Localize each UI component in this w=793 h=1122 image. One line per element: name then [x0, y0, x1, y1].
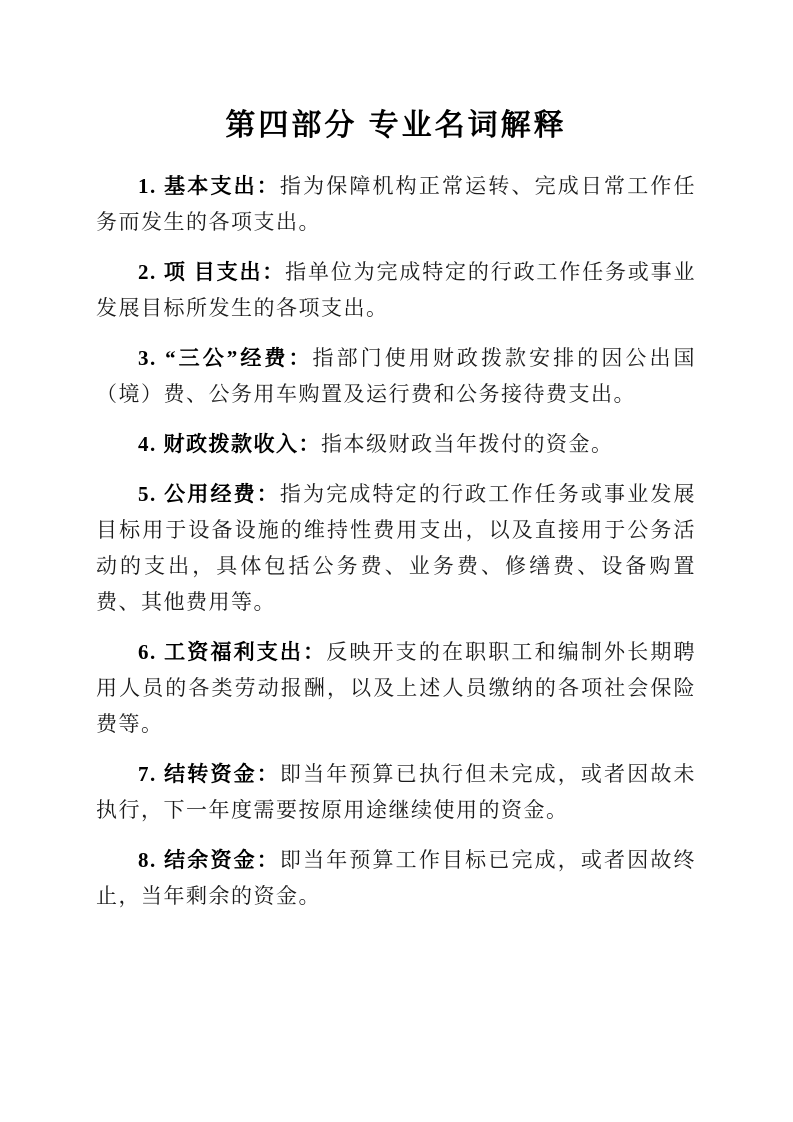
terms-list: [96, 168, 696, 914]
term-text: 即当年预算工作目标已完成，或者因故终止，当年剩余的资金。: [96, 848, 697, 908]
term-text: 指部门使用财政拨款安排的因公出国（境）费、公务用车购置及运行费和公务接待费支出。: [96, 346, 697, 406]
term-label: 2. 项 目支出：: [138, 260, 286, 284]
term-label: 7. 结转资金：: [138, 762, 280, 786]
page-title: 第四部分 专业名词解释: [225, 109, 567, 142]
term-label: 1. 基本支出：: [138, 174, 280, 198]
term-text: 指为保障机构正常运转、完成日常工作任务而发生的各项支出。: [96, 174, 697, 234]
term-item-8: [96, 842, 696, 914]
term-label: 5. 公用经费：: [138, 482, 280, 506]
term-text: 即当年预算已执行但未完成，或者因故未执行，下一年度需要按原用途继续使用的资金。: [96, 762, 697, 822]
term-text: 反映开支的在职职工和编制外长期聘用人员的各类劳动报酬，以及上述人员缴纳的各项社会保险费等。: [96, 640, 696, 736]
term-text: 指单位为完成特定的行政工作任务或事业发展目标所发生的各项支出。: [96, 260, 696, 320]
term-text: 指本级财政当年拨付的资金。: [321, 432, 614, 456]
term-item-2: [96, 254, 696, 326]
term-text: 指为完成特定的行政工作任务或事业发展目标用于设备设施的维持性费用支出，以及直接用于公务活动的支出，具体包括公务费、业务费、修缮费、设备购置费、其他费用等。: [96, 482, 697, 614]
term-item-3: [96, 340, 696, 412]
term-item-4: [96, 426, 696, 462]
term-label: 4. 财政拨款收入：: [138, 432, 321, 456]
term-label: 6. 工资福利支出：: [138, 640, 327, 664]
term-item-1: [96, 168, 696, 240]
term-item-7: [96, 756, 696, 828]
term-item-5: [96, 476, 696, 620]
term-item-6: [96, 634, 696, 742]
term-label: 3. “三公”经费：: [138, 346, 313, 370]
term-label: 8. 结余资金：: [138, 848, 280, 872]
